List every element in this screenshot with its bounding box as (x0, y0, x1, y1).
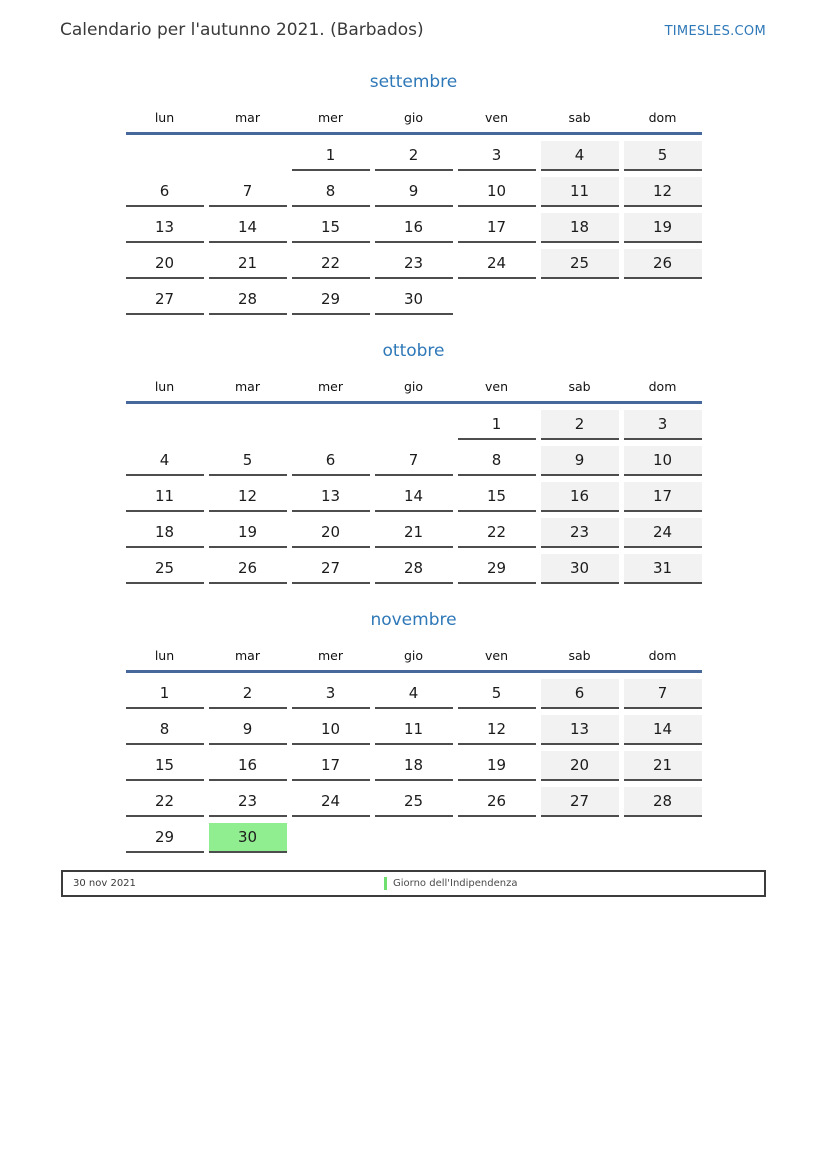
day-header-cell: lun (154, 648, 175, 663)
day-cell-empty (292, 823, 370, 853)
day-cell: 9 (541, 446, 619, 476)
month-section (126, 70, 702, 315)
day-cell: 9 (375, 177, 453, 207)
day-header-cell: lun (154, 110, 175, 125)
day-cell: 4 (126, 446, 204, 476)
day-cell: 10 (292, 715, 370, 745)
day-cell-empty (209, 410, 287, 440)
day-cell: 12 (458, 715, 536, 745)
day-cell: 24 (458, 249, 536, 279)
day-cell: 30 (209, 823, 287, 853)
months-container (0, 70, 827, 853)
day-cell: 3 (624, 410, 702, 440)
day-cell: 3 (458, 141, 536, 171)
day-cell: 26 (209, 554, 287, 584)
day-cell: 11 (541, 177, 619, 207)
day-cell-empty (375, 410, 453, 440)
day-cell: 15 (292, 213, 370, 243)
day-cell: 23 (375, 249, 453, 279)
day-cell-empty (126, 410, 204, 440)
day-header-cell: dom (648, 648, 677, 663)
day-cell: 29 (126, 823, 204, 853)
day-header-cell: ven (484, 379, 508, 394)
day-header-row (126, 377, 702, 397)
day-cell: 24 (292, 787, 370, 817)
day-cell: 6 (292, 446, 370, 476)
day-cell: 12 (624, 177, 702, 207)
day-cell: 18 (375, 751, 453, 781)
day-cell: 27 (292, 554, 370, 584)
day-cell: 28 (209, 285, 287, 315)
day-cell: 25 (126, 554, 204, 584)
day-cell: 10 (624, 446, 702, 476)
day-cell: 6 (126, 177, 204, 207)
month-section (126, 608, 702, 853)
header-divider-line (126, 132, 702, 135)
day-cell: 19 (209, 518, 287, 548)
day-header-cell: dom (648, 110, 677, 125)
day-cell: 27 (541, 787, 619, 817)
day-cell: 2 (541, 410, 619, 440)
day-cell-empty (292, 410, 370, 440)
day-cell: 8 (458, 446, 536, 476)
day-cell-empty (541, 823, 619, 853)
day-header-cell: mer (317, 648, 343, 663)
day-cell: 17 (458, 213, 536, 243)
day-cell: 7 (624, 679, 702, 709)
month-section (126, 339, 702, 584)
day-cell: 15 (458, 482, 536, 512)
day-cell-empty (458, 285, 536, 315)
day-header-cell: mer (317, 379, 343, 394)
day-cell: 28 (375, 554, 453, 584)
day-cell: 5 (209, 446, 287, 476)
day-cell: 18 (541, 213, 619, 243)
day-header-cell: sab (568, 379, 591, 394)
day-cell: 2 (375, 141, 453, 171)
day-cell: 1 (126, 679, 204, 709)
day-cell: 20 (541, 751, 619, 781)
day-cell-empty (375, 823, 453, 853)
month-grid (126, 679, 702, 853)
day-cell: 28 (624, 787, 702, 817)
day-cell: 2 (209, 679, 287, 709)
day-cell: 14 (624, 715, 702, 745)
day-cell: 21 (209, 249, 287, 279)
day-cell: 9 (209, 715, 287, 745)
day-cell: 1 (458, 410, 536, 440)
day-cell-empty (541, 285, 619, 315)
day-header-row (126, 108, 702, 128)
day-cell: 20 (126, 249, 204, 279)
day-cell: 11 (126, 482, 204, 512)
month-title: ottobre (382, 341, 445, 361)
month-title: novembre (370, 610, 457, 630)
day-header-cell: gio (403, 379, 424, 394)
day-header-cell: sab (568, 110, 591, 125)
day-cell: 29 (458, 554, 536, 584)
day-cell: 4 (541, 141, 619, 171)
day-header-cell: mar (235, 379, 260, 394)
day-header-cell: mer (317, 110, 343, 125)
day-header-cell: gio (403, 110, 424, 125)
day-cell: 19 (624, 213, 702, 243)
day-cell: 8 (292, 177, 370, 207)
day-cell: 23 (209, 787, 287, 817)
day-header-cell: lun (154, 379, 175, 394)
month-grid (126, 141, 702, 315)
day-cell: 22 (292, 249, 370, 279)
page-title: Calendario per l'autunno 2021. (Barbados) (60, 20, 424, 40)
day-cell: 25 (541, 249, 619, 279)
day-cell: 3 (292, 679, 370, 709)
day-cell: 7 (209, 177, 287, 207)
day-cell: 14 (375, 482, 453, 512)
day-cell: 10 (458, 177, 536, 207)
day-cell: 27 (126, 285, 204, 315)
brand-link[interactable]: TIMESLES.COM (664, 24, 766, 39)
month-title: settembre (369, 72, 458, 92)
day-cell: 13 (292, 482, 370, 512)
day-cell: 22 (458, 518, 536, 548)
day-cell: 26 (624, 249, 702, 279)
day-header-cell: ven (484, 648, 508, 663)
day-cell: 24 (624, 518, 702, 548)
day-cell: 8 (126, 715, 204, 745)
day-cell: 26 (458, 787, 536, 817)
day-cell: 6 (541, 679, 619, 709)
day-cell: 15 (126, 751, 204, 781)
day-cell: 5 (458, 679, 536, 709)
day-cell: 25 (375, 787, 453, 817)
day-cell: 13 (541, 715, 619, 745)
day-cell: 21 (375, 518, 453, 548)
legend-item (384, 877, 518, 890)
header-divider-line (126, 401, 702, 404)
legend-box (61, 870, 766, 897)
day-cell: 18 (126, 518, 204, 548)
day-cell: 16 (375, 213, 453, 243)
header-divider-line (126, 670, 702, 673)
month-grid (126, 410, 702, 584)
day-cell: 22 (126, 787, 204, 817)
day-header-cell: mar (235, 648, 260, 663)
day-cell: 7 (375, 446, 453, 476)
day-header-cell: mar (235, 110, 260, 125)
day-cell: 30 (541, 554, 619, 584)
day-header-cell: gio (403, 648, 424, 663)
day-header-cell: sab (568, 648, 591, 663)
day-cell-empty (624, 285, 702, 315)
day-cell: 17 (624, 482, 702, 512)
day-cell: 11 (375, 715, 453, 745)
day-cell: 16 (209, 751, 287, 781)
day-cell: 13 (126, 213, 204, 243)
day-cell: 16 (541, 482, 619, 512)
day-cell: 31 (624, 554, 702, 584)
holiday-marker-icon (384, 877, 387, 890)
legend-event-label: Giorno dell'Indipendenza (393, 878, 518, 889)
day-cell: 20 (292, 518, 370, 548)
day-cell: 19 (458, 751, 536, 781)
day-cell-empty (624, 823, 702, 853)
day-header-cell: dom (648, 379, 677, 394)
day-cell-empty (209, 141, 287, 171)
day-cell: 1 (292, 141, 370, 171)
day-header-cell: ven (484, 110, 508, 125)
day-cell-empty (458, 823, 536, 853)
day-cell: 5 (624, 141, 702, 171)
legend-date: 30 nov 2021 (73, 878, 136, 889)
day-cell: 12 (209, 482, 287, 512)
day-cell: 17 (292, 751, 370, 781)
day-cell: 23 (541, 518, 619, 548)
day-cell-empty (126, 141, 204, 171)
day-cell: 29 (292, 285, 370, 315)
day-header-row (126, 646, 702, 666)
day-cell: 4 (375, 679, 453, 709)
day-cell: 30 (375, 285, 453, 315)
day-cell: 21 (624, 751, 702, 781)
day-cell: 14 (209, 213, 287, 243)
